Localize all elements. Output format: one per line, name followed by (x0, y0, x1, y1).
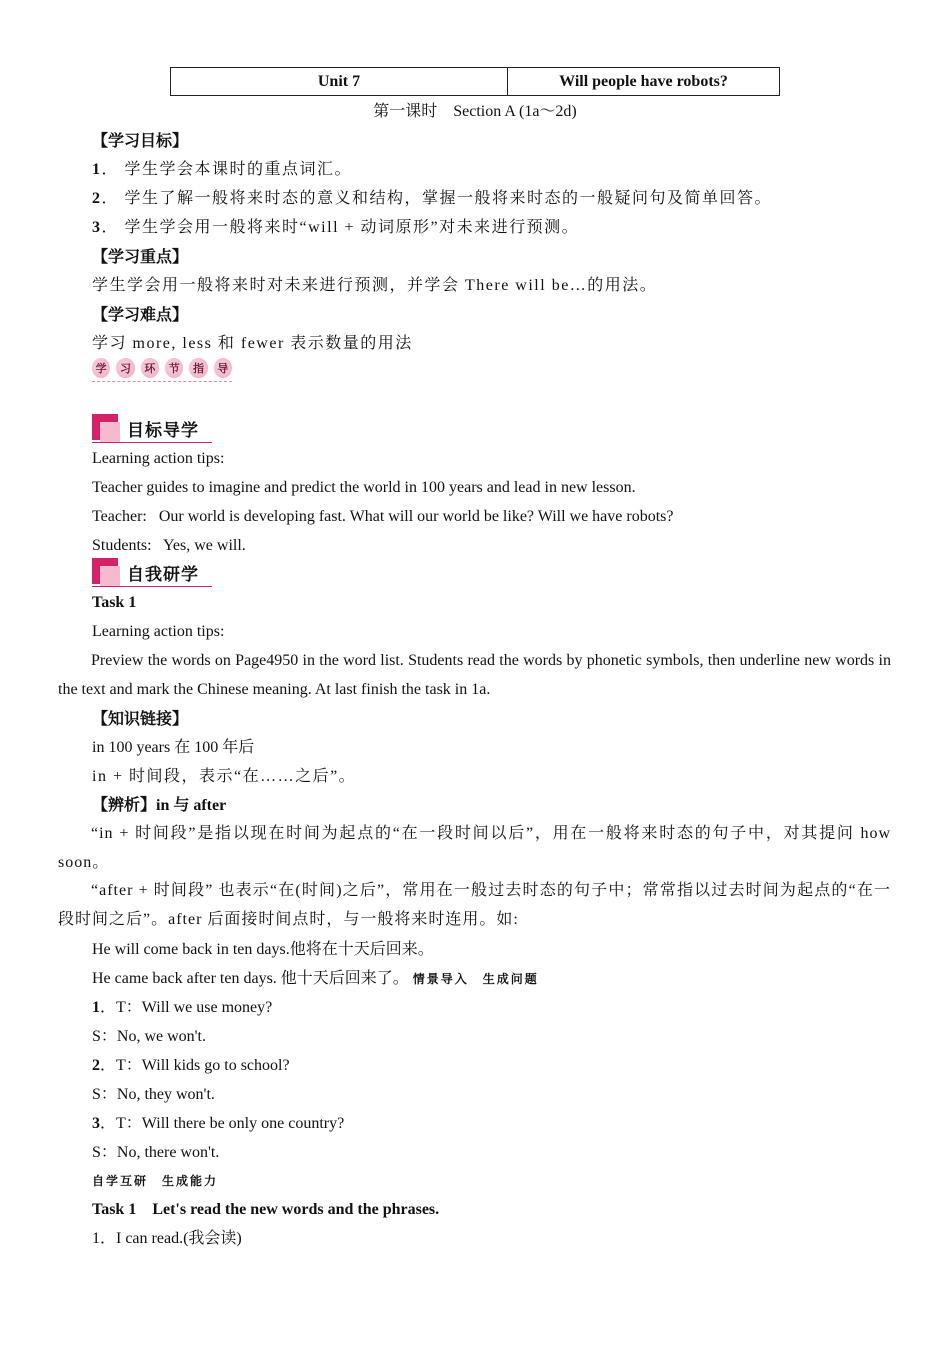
dialogue-student-3: S：No, there won't. (92, 1144, 220, 1161)
example-2-text: He came back after ten days. 他十天后回来了。 (92, 970, 409, 987)
preview-text: Preview the words on Page4950 in the word list. Students read the words by phonetic symbols, then underline new words in the text and mark the Chinese meaning. At last finish the task in 1a. (58, 652, 891, 698)
analysis-text-2: “after + 时间段” 也表示“在(时间)之后”，常用在一般过去时态的句子中；常常指以过去时间为起点的“在一段时间之后”。after 后面接时间点时，与一般将来时连用。如: (58, 882, 891, 928)
section-heading-label: 目标导学 (127, 421, 199, 441)
dialogue-number: 3 (92, 1115, 100, 1132)
dialogue-text: T：Will there be only one country? (116, 1115, 345, 1132)
knowledge-line-1: in 100 years 在 100 年后 (92, 739, 255, 756)
objective-number: 2 (92, 190, 102, 207)
analysis-paragraph-1 (58, 819, 891, 877)
unit-title: Will people have robots? (559, 72, 728, 90)
dialogue-number: 1 (92, 999, 100, 1016)
section-underline (92, 586, 212, 587)
banner-char: 学 (92, 358, 110, 378)
dialogue-teacher-1: 1．T：Will we use money? (92, 999, 273, 1016)
keypoints-heading: 【学习重点】 (92, 247, 189, 266)
objective-number: 3 (92, 219, 102, 236)
section-heading-label: 自我研学 (127, 565, 199, 585)
analysis-paragraph-2 (58, 876, 891, 934)
banner-char: 导 (214, 358, 232, 378)
dialogue-text: T：Will kids go to school? (116, 1057, 290, 1074)
dialogue-student-1: S：No, we won't. (92, 1028, 206, 1045)
unit-header-table (170, 67, 780, 96)
dialogue-number: 2 (92, 1057, 100, 1074)
objective-text: 学生学会本课时的重点词汇。 (124, 161, 353, 178)
section-heading-target (92, 414, 212, 444)
section-marker-inner (100, 422, 120, 442)
dialogue-text: T：Will we use money? (116, 999, 273, 1016)
difficulty-heading: 【学习难点】 (92, 305, 189, 324)
banner-dashed-rule (92, 381, 232, 382)
knowledge-heading: 【知识链接】 (92, 709, 189, 728)
objectives-heading: 【学习目标】 (92, 131, 189, 150)
knowledge-line-2: in + 时间段，表示“在……之后”。 (92, 768, 357, 785)
self-study-task: Task 1 Let's read the new words and the phrases. (92, 1201, 440, 1218)
scenario-intro-label: 情景导入 生成问题 (412, 972, 539, 986)
example-2 (92, 969, 539, 989)
unit-number: Unit 7 (171, 68, 508, 95)
analysis-text-1: “in + 时间段”是指以现在时间为起点的“在一段时间以后”，用在一般将来时态的句子中，对其提问 how soon。 (58, 825, 891, 871)
section-underline (92, 442, 212, 443)
banner-char: 环 (141, 358, 159, 378)
lesson-subtitle: 第一课时 Section A (1a～2d) (373, 103, 577, 120)
banner-char: 习 (116, 358, 134, 378)
objective-number: 1 (92, 161, 102, 178)
teacher-line: Teacher: Our world is developing fast. What will our world be like? Will we have robots? (92, 508, 674, 525)
banner-char: 节 (165, 358, 183, 378)
dialogue-student-2: S：No, they won't. (92, 1086, 215, 1103)
difficulty-text: 学习 more, less 和 fewer 表示数量的用法 (92, 335, 413, 352)
self-study-item-1: 1．I can read.(我会读) (92, 1230, 242, 1247)
task-label: Task 1 (92, 594, 137, 611)
objective-text: 学生学会用一般将来时“will + 动词原形”对未来进行预测。 (124, 219, 580, 236)
preview-paragraph (58, 646, 891, 704)
students-line: Students: Yes, we will. (92, 537, 246, 554)
self-study-heading: 自学互研 生成能力 (92, 1174, 219, 1188)
dialogue-teacher-2: 2．T：Will kids go to school? (92, 1057, 290, 1074)
objective-item-3: 3． 学生学会用一般将来时“will + 动词原形”对未来进行预测。 (92, 219, 580, 236)
objective-item-1: 1． 学生学会本课时的重点词汇。 (92, 161, 353, 178)
dialogue-teacher-3: 3．T：Will there be only one country? (92, 1115, 345, 1132)
objective-item-2: 2． 学生了解一般将来时态的意义和结构，掌握一般将来时态的一般疑问句及简单回答。 (92, 190, 773, 207)
teacher-guide-text: Teacher guides to imagine and predict the world in 100 years and lead in new lesson. (92, 479, 636, 496)
keypoints-text: 学生学会用一般将来时对未来进行预测，并学会 There will be…的用法。 (92, 277, 658, 294)
analysis-heading: 【辨析】in 与 after (92, 797, 227, 814)
study-guide-banner (92, 358, 232, 382)
example-1: He will come back in ten days.他将在十天后回来。 (92, 941, 434, 958)
section-heading-self-study (92, 558, 212, 588)
action-tips-label: Learning action tips: (92, 623, 225, 640)
banner-char: 指 (189, 358, 207, 378)
section-marker-inner (100, 566, 120, 586)
objective-text: 学生了解一般将来时态的意义和结构，掌握一般将来时态的一般疑问句及简单回答。 (124, 190, 773, 207)
action-tips-label: Learning action tips: (92, 450, 225, 467)
